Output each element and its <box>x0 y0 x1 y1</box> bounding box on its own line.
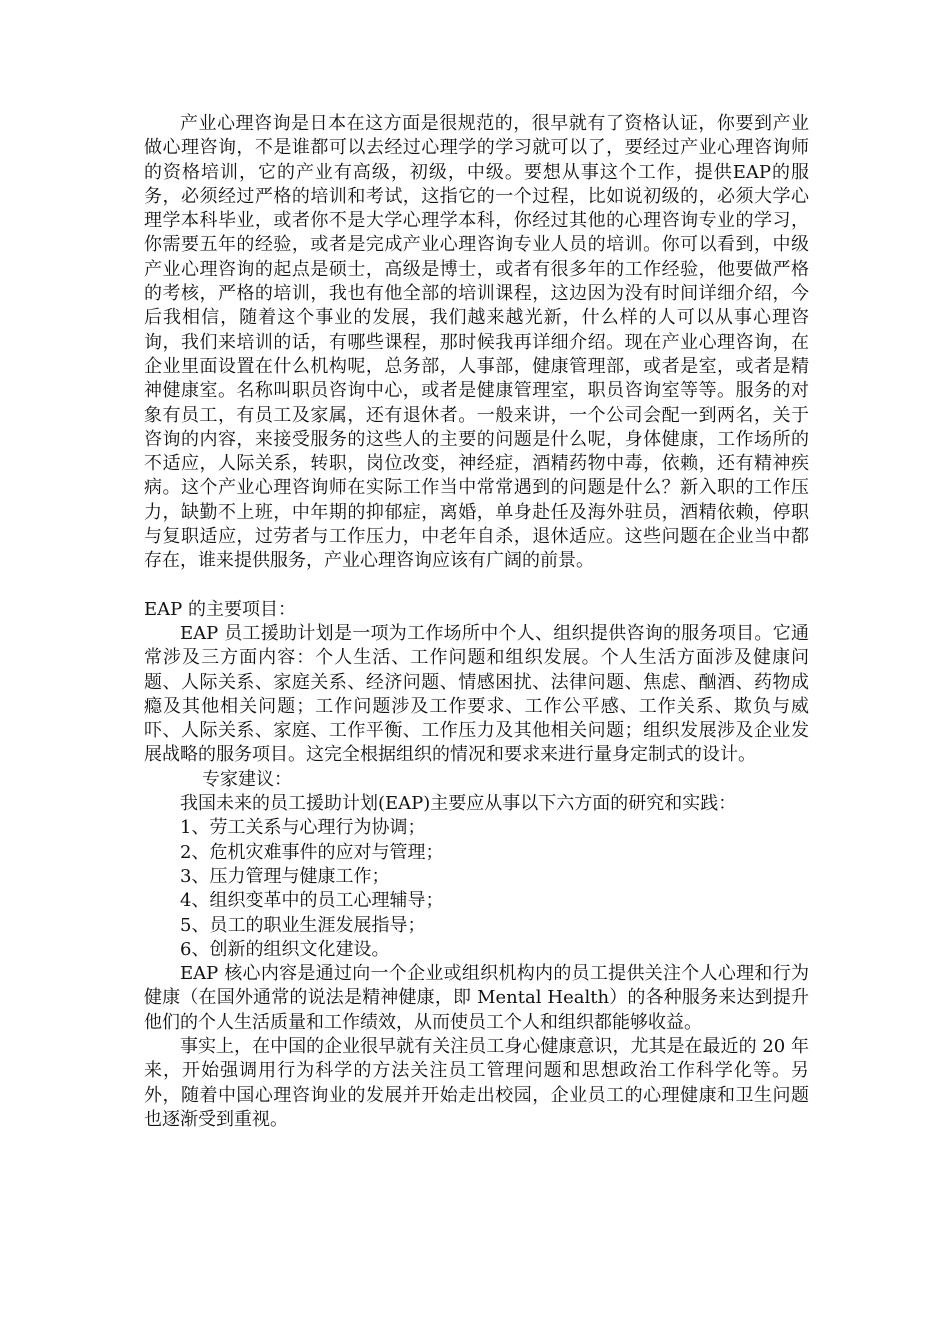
list-item: 3、压力管理与健康工作； <box>180 865 390 887</box>
list-item: 6、创新的组织文化建设。 <box>180 938 390 960</box>
paragraph-eap-core-content: EAP 核心内容是通过向一个企业或组织机构内的员工提供关注个人心理和行为健康（在国外通常的说法是精神健康，即 Mental Health）的各种服务来达到提升他们的个人生活质量和工作绩效，从而使员工个人和组织都能够收益。 <box>144 963 809 1033</box>
paragraph-china-context: 事实上，在中国的企业很早就有关注员工身心健康意识，尤其是在最近的 20 年来，开始强调用行为科学的方法关注员工管理问题和思想政治工作科学化等。另外，随着中国心理咨询业的发展并开始走出校园，企业员工的心理健康和卫生问题也逐渐受到重视。 <box>144 1035 809 1130</box>
expert-intro-line: 我国未来的员工援助计划(EAP)主要应从事以下六方面的研究和实践： <box>180 793 737 815</box>
paragraph-industrial-counseling: 产业心理咨询是日本在这方面是很规范的，很早就有了资格认证，你要到产业做心理咨询，不是谁都可以去经过心理学的学习就可以了，要经过产业心理咨询师的资格培训，它的产业有高级，初级，中级。要想从事这个工作，提供EAP的服务，必须经过严格的培训和考试，这指它的一个过程，比如说初级的，必须大学心理学本科毕业，或者你不是大学心理学本科，你经过其他的心理咨询专业的学习，你需要五年的经验，或者是完成产业心理咨询专业人员的培训。你可以看到，中级产业心理咨询的起点是硕士，高级是博士，或者有很多年的工作经验，他要做严格的考核，严格的培训，我也有他全部的培训课程，这边因为没有时间详细介绍，今后我相信，随着这个事业的发展，我们越来越光新，什么样的人可以从事心理咨询，我们来培训的话，有哪些课程，那时候我再详细介绍。现在产业心理咨询，在企业里面设置在什么机构呢，总务部，人事部，健康管理部，或者是室，或者是精神健康室。名称叫职员咨询中心，或者是健康管理室，职员咨询室等等。服务的对象有员工，有员工及家属，还有退休者。一般来讲，一个公司会配一到两名，关于咨询的内容，来接受服务的这些人的主要的问题是什么呢，身体健康，工作场所的不适应，人际关系，转职，岗位改变，神经症，酒精药物中毒，依赖，还有精神疾病。这个产业心理咨询师在实际工作当中常常遇到的问题是什么？新入职的工作压力，缺勤不上班，中年期的抑郁症，离婚，单身赴任及海外驻员，酒精依赖，停职与复职适应，过劳者与工作压力，中老年自杀，退休适应。这些问题在企业当中都存在，谁来提供服务，产业心理咨询应该有广阔的前景。 <box>144 113 809 572</box>
document-body <box>144 112 809 1132</box>
list-item: 1、劳工关系与心理行为协调； <box>180 817 426 839</box>
paragraph-gap <box>144 574 809 598</box>
heading-expert-advice: 专家建议： <box>202 768 292 790</box>
heading-eap-main-items: EAP 的主要项目： <box>144 598 296 620</box>
list-item: 4、组织变革中的员工心理辅导； <box>180 890 444 912</box>
list-item: 5、员工的职业生涯发展指导； <box>180 914 426 936</box>
paragraph-eap-overview: EAP 员工援助计划是一项为工作场所中个人、组织提供咨询的服务项目。它通常涉及三方面内容：个人生活、工作问题和组织发展。个人生活方面涉及健康问题、人际关系、家庭关系、经济问题、情感困扰、法律问题、焦虑、酗酒、药物成瘾及其他相关问题；工作问题涉及工作要求、工作公平感、工作关系、欺负与威吓、人际关系、家庭、工作平衡、工作压力及其他相关问题；组织发展涉及企业发展战略的服务项目。这完全根据组织的情况和要求来进行量身定制式的设计。 <box>144 622 809 766</box>
list-item: 2、危机灾难事件的应对与管理； <box>180 841 444 863</box>
